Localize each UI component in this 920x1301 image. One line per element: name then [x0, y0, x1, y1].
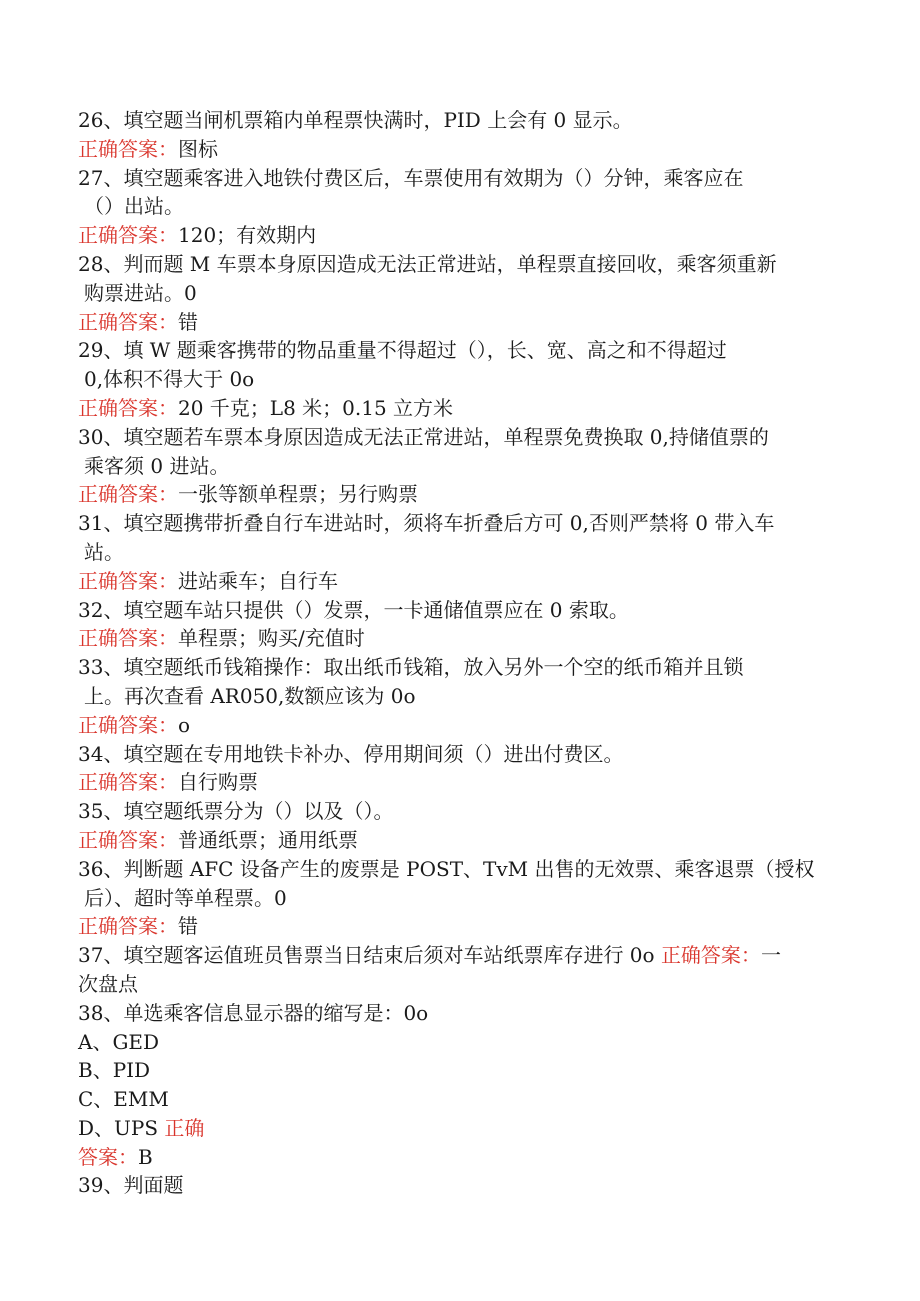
answer-line	[78, 768, 838, 797]
answer-value: o	[178, 712, 191, 737]
question-line	[78, 941, 838, 970]
question-line: 38、单选乘客信息显示器的缩写是：0o	[78, 1000, 429, 1025]
question-line: 29、填 W 题乘客携带的物品重量不得超过（），长、宽、高之和不得超过	[78, 338, 727, 363]
option-item	[78, 1056, 838, 1085]
answer-line	[78, 567, 838, 596]
option-text: B、PID	[78, 1058, 151, 1083]
answer-value: 错	[178, 309, 198, 334]
answer-value: 进站乘车；自行车	[178, 568, 338, 593]
question-list	[78, 106, 838, 1200]
answer-value-continued: 次盘点	[78, 971, 138, 996]
answer-line	[78, 480, 838, 509]
answer-value: 普通纸票；通用纸票	[178, 827, 358, 852]
answer-label: 正确	[164, 1115, 205, 1140]
answer-line	[78, 394, 838, 423]
question-line: 39、判面题	[78, 1173, 184, 1198]
answer-value: 单程票；购买/充值时	[178, 626, 365, 651]
answer-value: 错	[178, 914, 198, 939]
question-line: （）出站。	[84, 194, 184, 219]
answer-label: 正确答案：	[78, 568, 178, 593]
question-line: 上。再次查看 AR050,数额应该为 0o	[84, 683, 416, 708]
answer-value: 20 千克；L8 米；0.15 立方米	[178, 395, 454, 420]
answer-label: 正确答案：	[660, 943, 761, 968]
question-line: 27、填空题乘客进入地铁付费区后，车票使用有效期为（）分钟，乘客应在	[78, 165, 744, 190]
question-line: 0,体积不得大于 0o	[84, 367, 255, 392]
option-item	[78, 1085, 838, 1114]
option-item	[78, 1114, 838, 1143]
answer-label: 正确答案：	[78, 223, 178, 248]
question-line: 33、填空题纸币钱箱操作：取出纸币钱箱，放入另外一个空的纸币箱并且锁	[78, 655, 744, 680]
question-line: 购票进站。0	[84, 280, 197, 305]
question-line: 26、填空题当闸机票箱内单程票快满时，PID 上会有 0 显示。	[78, 108, 633, 132]
answer-label: 答案：	[78, 1144, 138, 1169]
answer-line	[78, 826, 838, 855]
question-line: 32、填空题车站只提供（）发票，一卡通储值票应在 0 索取。	[78, 597, 629, 622]
question-line: 36、判断题 AFC 设备产生的废票是 POST、TvM 出售的无效票、乘客退票（授权	[78, 856, 815, 881]
question-line: 34、填空题在专用地铁卡补办、停用期间须（）进出付费区。	[78, 741, 624, 766]
answer-value: 图标	[178, 136, 218, 161]
question-line: 站。	[84, 539, 124, 564]
answer-line	[78, 912, 838, 941]
option-item	[78, 1028, 838, 1057]
option-text: C、EMM	[78, 1087, 169, 1112]
question-text: 37、填空题客运值班员售票当日结束后须对车站纸票库存进行 0o	[78, 943, 661, 968]
answer-line	[78, 308, 838, 337]
answer-line	[78, 1143, 838, 1172]
answer-line	[78, 711, 838, 740]
answer-value: 一张等额单程票；另行购票	[178, 482, 418, 507]
answer-label: 正确答案：	[78, 626, 178, 651]
option-text: D、UPS	[78, 1115, 165, 1140]
answer-label: 正确答案：	[78, 482, 178, 507]
answer-line	[78, 624, 838, 653]
answer-label: 正确答案：	[78, 712, 178, 737]
answer-value: B	[138, 1144, 153, 1169]
answer-value: 120；有效期内	[178, 223, 317, 248]
answer-value: 自行购票	[178, 770, 258, 795]
answer-value: 一	[760, 943, 781, 968]
question-line: 28、判而题 M 车票本身原因造成无法正常进站，单程票直接回收，乘客须重新	[78, 251, 777, 276]
question-line: 30、填空题若车票本身原因造成无法正常进站，单程票免费换取 0,持储值票的	[78, 424, 769, 449]
question-line: 乘客须 0 进站。	[84, 453, 230, 478]
answer-line	[78, 221, 838, 250]
question-line: 31、填空题携带折叠自行车进站时，须将车折叠后方可 0,否则严禁将 0 带入车	[78, 511, 775, 536]
option-text: A、GED	[78, 1029, 160, 1054]
answer-label: 正确答案：	[78, 914, 178, 939]
answer-label: 正确答案：	[78, 770, 178, 795]
question-line: 后）、超时等单程票。0	[84, 885, 287, 910]
answer-line	[78, 135, 838, 164]
answer-label: 正确答案：	[78, 309, 178, 334]
answer-label: 正确答案：	[78, 395, 178, 420]
question-line: 35、填空题纸票分为（）以及（）。	[78, 799, 394, 824]
answer-label: 正确答案：	[78, 827, 178, 852]
answer-label: 正确答案：	[78, 136, 178, 161]
